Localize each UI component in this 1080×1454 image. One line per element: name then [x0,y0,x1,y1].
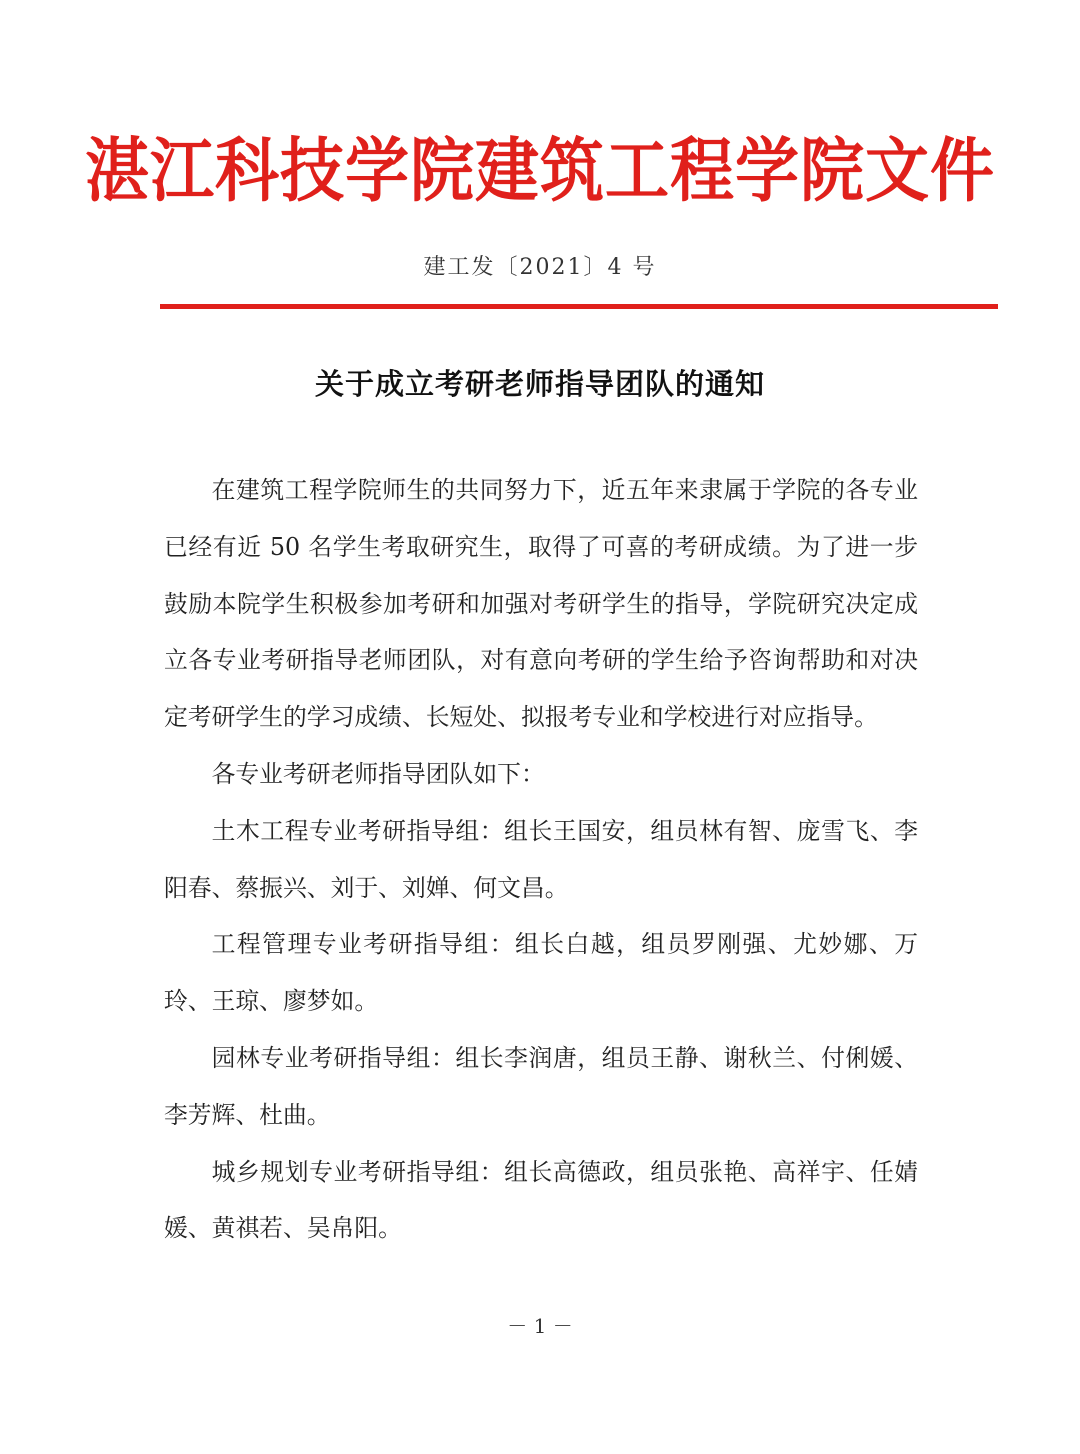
paragraph-urban-planning-team: 城乡规划专业考研指导组：组长高德政，组员张艳、高祥宇、任婧媛、黄祺若、吴帛阳。 [164,1157,918,1243]
paragraph-civil-engineering-team: 土木工程专业考研指导组：组长王国安，组员林有智、庞雪飞、李阳春、蔡振兴、刘于、刘婵、何文昌。 [164,816,918,902]
notice-body [164,462,918,1257]
paragraph-team-list-heading: 各专业考研老师指导团队如下： [211,759,545,788]
notice-title: 关于成立考研老师指导团队的通知 [314,367,765,401]
paragraph-engineering-management-team: 工程管理专业考研指导组：组长白越，组员罗刚强、尤妙娜、万玲、王琼、廖梦如。 [164,930,918,1016]
document-masthead: 湛江科技学院建筑工程学院文件 [85,132,995,212]
document-number: 建工发〔2021〕4 号 [423,255,657,280]
paragraph-intro: 在建筑工程学院师生的共同努力下，近五年来隶属于学院的各专业已经有近 50 名学生考取研究生，取得了可喜的考研成绩。为了进一步鼓励本院学生积极参加考研和加强对考研学生的指导，学院研究决定成立各专业考研指导老师团队，对有意向考研的学生给予咨询帮助和对决定考研学生的学习成绩、长短处、拟报考专业和学校进行对应指导。 [164,476,918,732]
red-divider-line [160,304,998,309]
paragraph-landscape-team: 园林专业考研指导组：组长李润唐，组员王静、谢秋兰、付俐媛、李芳辉、杜曲。 [164,1043,918,1129]
page-number: － 1 － [507,1314,573,1338]
